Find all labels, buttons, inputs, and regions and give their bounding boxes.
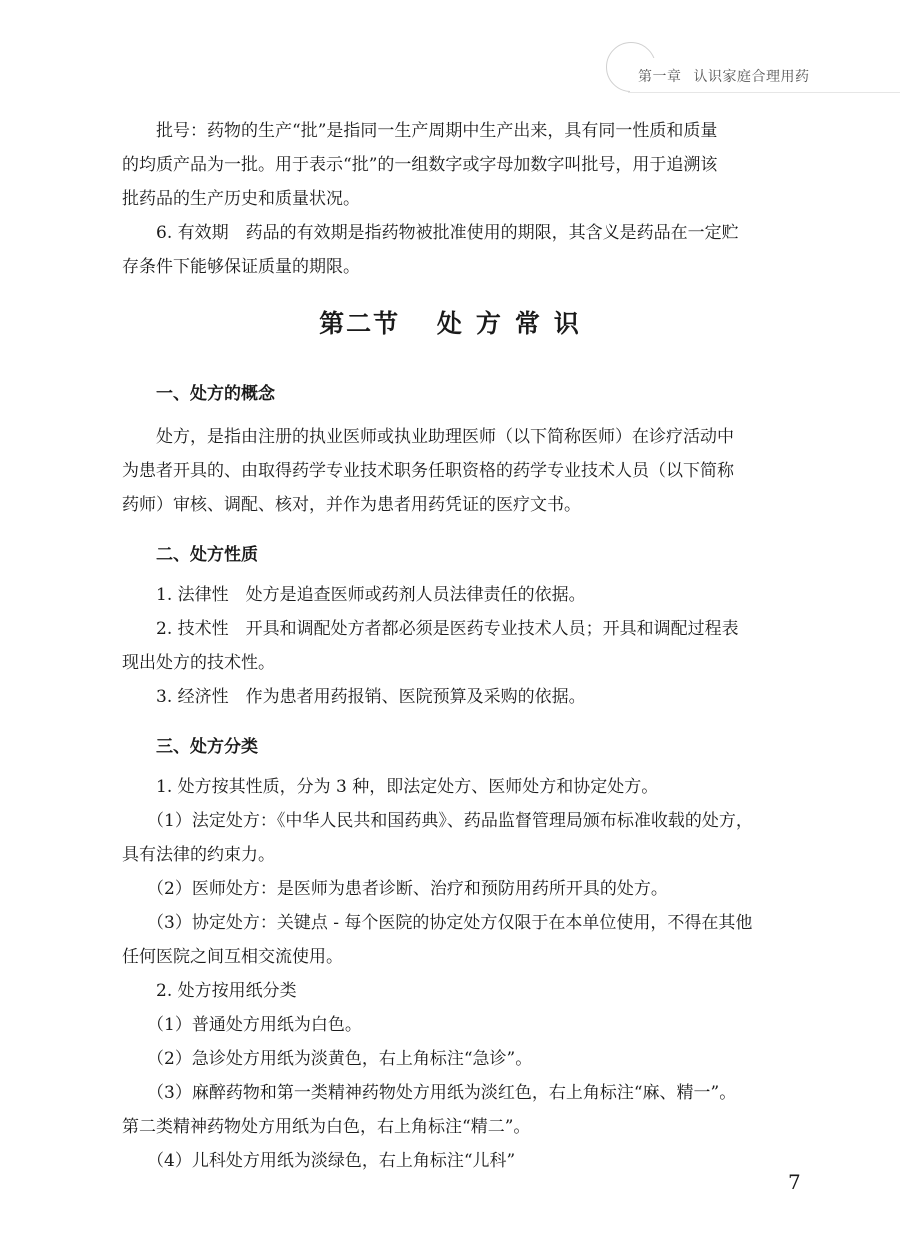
section-number: 第二节: [319, 309, 401, 338]
nature-item-3: 3. 经济性 作为患者用药报销、医院预算及采购的依据。: [156, 687, 586, 707]
section-title-char-1: 处: [436, 309, 464, 338]
section-title-char-4: 识: [553, 309, 581, 338]
class-2-1: （1）普通处方用纸为白色。: [147, 1015, 362, 1035]
nature-item-2-line-2: 现出处方的技术性。: [122, 653, 275, 673]
page-number: 7: [788, 1170, 801, 1194]
class-2-4: （4）儿科处方用纸为淡绿色，右上角标注“儿科”: [147, 1151, 516, 1171]
concept-line-3: 药师）审核、调配、核对，并作为患者用药凭证的医疗文书。: [122, 495, 581, 515]
section-title-char-3: 常: [514, 309, 542, 338]
heading-classification: 三、处方分类: [156, 737, 258, 757]
header-chapter-title: 认识家庭合理用药: [693, 69, 810, 85]
section-title-char-2: 方: [475, 309, 503, 338]
nature-item-1: 1. 法律性 处方是追查医师或药剂人员法律责任的依据。: [156, 585, 586, 605]
class-2-3-line-2: 第二类精神药物处方用纸为白色，右上角标注“精二”。: [122, 1117, 531, 1137]
header-rule: [628, 92, 900, 93]
class-1: 1. 处方按其性质，分为 3 种，即法定处方、医师处方和协定处方。: [156, 777, 659, 797]
class-2-3-line-1: （3）麻醉药物和第一类精神药物处方用纸为淡红色，右上角标注“麻、精一”。: [147, 1083, 737, 1103]
running-header: [0, 38, 900, 98]
header-text: [638, 66, 810, 86]
section-title: [0, 304, 900, 340]
class-1-3-line-1: （3）协定处方：关键点 - 每个医院的协定处方仅限于在本单位使用，不得在其他: [147, 913, 753, 933]
class-1-2: （2）医师处方：是医师为患者诊断、治疗和预防用药所开具的处方。: [147, 879, 668, 899]
heading-nature: 二、处方性质: [156, 545, 258, 565]
header-chapter: 第一章: [638, 69, 682, 85]
expiry-paragraph-line-1: 6. 有效期 药品的有效期是指药物被批准使用的期限，其含义是药品在一定贮: [156, 223, 739, 243]
class-1-1-line-2: 具有法律的约束力。: [122, 845, 275, 865]
class-2-2: （2）急诊处方用纸为淡黄色，右上角标注“急诊”。: [147, 1049, 533, 1069]
batch-paragraph-line-2: 的均质产品为一批。用于表示“批”的一组数字或字母加数字叫批号，用于追溯该: [122, 155, 718, 175]
nature-item-2-line-1: 2. 技术性 开具和调配处方者都必须是医药专业技术人员；开具和调配过程表: [156, 619, 739, 639]
batch-paragraph-line-3: 批药品的生产历史和质量状况。: [122, 189, 360, 209]
class-1-3-line-2: 任何医院之间互相交流使用。: [122, 947, 343, 967]
heading-concept: 一、处方的概念: [156, 384, 275, 404]
class-1-1-line-1: （1）法定处方：《中华人民共和国药典》、药品监督管理局颁布标准收载的处方，: [147, 811, 753, 831]
concept-line-1: 处方，是指由注册的执业医师或执业助理医师（以下简称医师）在诊疗活动中: [156, 427, 734, 447]
expiry-paragraph-line-2: 存条件下能够保证质量的期限。: [122, 257, 360, 277]
class-2: 2. 处方按用纸分类: [156, 981, 297, 1001]
concept-line-2: 为患者开具的、由取得药学专业技术职务任职资格的药学专业技术人员（以下简称: [122, 461, 734, 481]
batch-paragraph-line-1: 批号：药物的生产“批”是指同一生产周期中生产出来，具有同一性质和质量: [156, 121, 718, 141]
